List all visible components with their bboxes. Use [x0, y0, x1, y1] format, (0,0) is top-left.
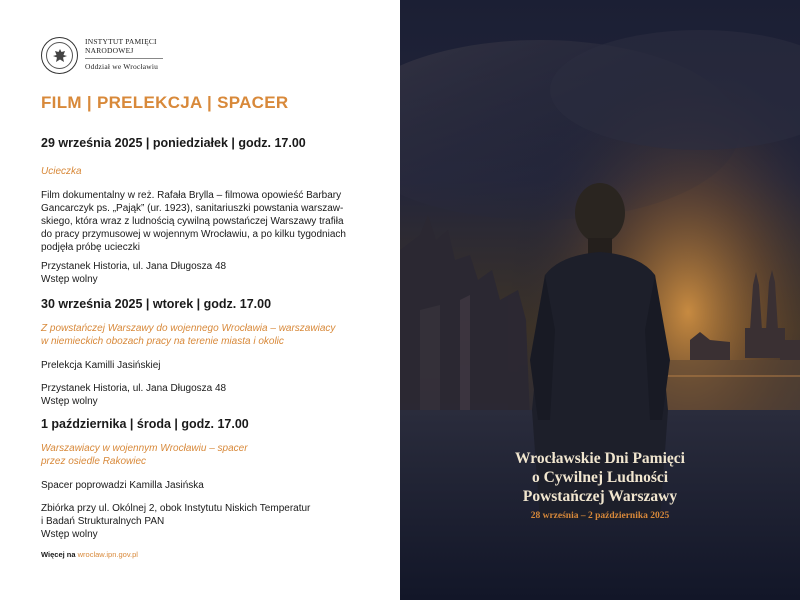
page-title: FILM | PRELEKCJA | SPACER [41, 93, 289, 112]
event-2-title: Z powstańczej Warszawy do wojennego Wrocławia – warszawiacy w niemieckich obozach pracy na terenie miasta i okolic [41, 323, 336, 347]
website-link[interactable]: wroclaw.ipn.gov.pl [77, 550, 138, 559]
event-2-place: Przystanek Historia, ul. Jana Długosza 48 Wstęp wolny [41, 383, 227, 407]
branch-name: Oddział we Wrocławiu [85, 62, 159, 71]
poster-title: Wrocławskie Dni Pamięci o Cywilnej Ludności Powstańczej Warszawy [515, 450, 685, 505]
poster-illustration [400, 0, 800, 600]
event-2-description: Prelekcja Kamilli Jasińskiej [41, 360, 161, 371]
divider [85, 58, 163, 59]
event-2-date: 30 września 2025 | wtorek | godz. 17.00 [41, 297, 272, 311]
institution-name-line2: NARODOWEJ [85, 46, 134, 55]
event-1-place: Przystanek Historia, ul. Jana Długosza 48 Wstęp wolny [41, 261, 227, 285]
event-3-description: Spacer poprowadzi Kamilla Jasińska [41, 480, 204, 491]
event-1-title: Ucieczka [41, 166, 82, 177]
event-3-title: Warszawiacy w wojennym Wrocławiu – spacer przez osiedle Rakowiec [41, 443, 248, 467]
event-1-description: Film dokumentalny w reż. Rafała Brylla – filmowa opowieść Barbary Gancarczyk ps. „Pająk” (ur. 1923), sanitariuszki powstania warszaw- skiego, która wraz z ludnością cywilną powstańczej Warszawy trafiła do pracy przymusowej w wojennym Wrocławiu, a po kilku tygodniach podjęła próbę ucieczki [41, 190, 346, 253]
event-3-date: 1 października | środa | godz. 17.00 [41, 417, 249, 431]
more-info-label: Więcej na [41, 550, 76, 559]
more-info [41, 550, 138, 559]
poster-dates: 28 września – 2 października 2025 [530, 511, 670, 521]
poster-artwork [400, 0, 800, 600]
institution-name-line1: INSTYTUT PAMIĘCI [85, 37, 157, 46]
eagle-seal-icon [41, 37, 78, 74]
ipn-logo[interactable] [41, 37, 163, 74]
event-3-place: Zbiórka przy ul. Okólnej 2, obok Instytutu Niskich Temperatur i Badań Strukturalnych PAN Wstęp wolny [41, 503, 311, 540]
event-1-date: 29 września 2025 | poniedziałek | godz. 17.00 [41, 136, 306, 150]
